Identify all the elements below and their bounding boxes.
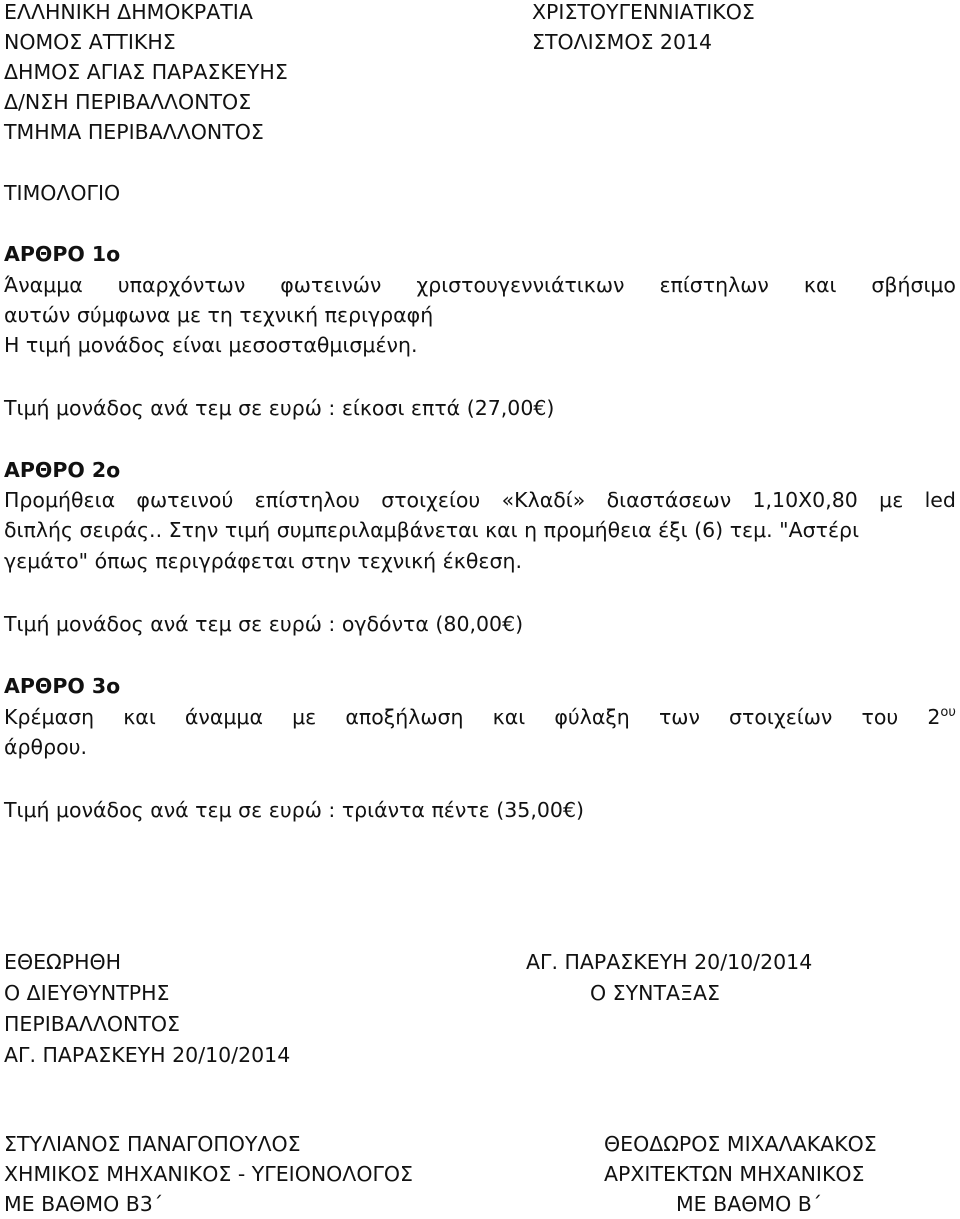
article-2-line-1	[4, 485, 956, 515]
header-right-line-2: ΣΤΟΛΙΣΜΟΣ 2014	[532, 30, 713, 54]
article-3-price: Τιμή μονάδος ανά τεμ σε ευρώ : τριάντα πέντε (35,00€)	[4, 798, 584, 822]
word: Προμήθεια	[4, 488, 116, 512]
word: υπαρχόντων	[117, 273, 246, 297]
word: φωτεινού	[136, 488, 234, 512]
header-line-2: ΝΟΜΟΣ ΑΤΤΙΚΗΣ	[4, 30, 176, 54]
ordinal-suffix: ου	[940, 705, 956, 721]
footer-right-line-1: ΑΓ. ΠΑΡΑΣΚΕΥΗ 20/10/2014	[526, 950, 813, 974]
article-1-line-1	[4, 270, 956, 300]
article-3-line-1	[4, 702, 956, 732]
word: led	[924, 488, 956, 512]
header-line-3: ΔΗΜΟΣ ΑΓΙΑΣ ΠΑΡΑΣΚΕΥΗΣ	[4, 60, 288, 84]
word: 1,10Χ0,80	[752, 488, 858, 512]
ordinal	[927, 702, 956, 732]
word: Άναμμα	[4, 273, 83, 297]
word: φύλαξη	[554, 705, 630, 729]
word: άναμμα	[184, 705, 263, 729]
word: διαστάσεων	[606, 488, 732, 512]
footer-right-line-2: Ο ΣΥΝΤΑΞΑΣ	[590, 981, 720, 1005]
article-2-heading: ΑΡΘΡΟ 2ο	[4, 458, 121, 482]
signature-left-grade: ΜΕ ΒΑΘΜΟ Β3΄	[4, 1192, 164, 1216]
signature-right-name: ΘΕΟΔΩΡΟΣ ΜΙΧΑΛΑΚΑΚΟΣ	[604, 1132, 877, 1156]
word: με	[292, 705, 317, 729]
ordinal-number: 2	[927, 705, 941, 729]
article-2-price: Τιμή μονάδος ανά τεμ σε ευρώ : ογδόντα (80,00€)	[4, 612, 524, 636]
article-1-heading: ΑΡΘΡΟ 1ο	[4, 242, 121, 266]
footer-left-line-3: ΠΕΡΙΒΑΛΛΟΝΤΟΣ	[4, 1012, 180, 1036]
word: χριστουγεννιάτικων	[416, 273, 625, 297]
word: σβήσιμο	[871, 273, 956, 297]
article-1-price: Τιμή μονάδος ανά τεμ σε ευρώ : είκοσι επτά (27,00€)	[4, 396, 555, 420]
word: Κρέμαση	[4, 705, 95, 729]
signature-right-title: ΑΡΧΙΤΕΚΤΩΝ ΜΗΧΑΝΙΚΟΣ	[604, 1162, 865, 1186]
footer-left-line-1: ΕΘΕΩΡΗΘΗ	[4, 950, 122, 974]
signature-left-title: ΧΗΜΙΚΟΣ ΜΗΧΑΝΙΚΟΣ - ΥΓΕΙΟΝΟΛΟΓΟΣ	[4, 1162, 413, 1186]
article-1-line-3: Η τιμή μονάδος είναι μεσοσταθμισμένη.	[4, 333, 418, 357]
word: με	[879, 488, 904, 512]
header-right-line-1: ΧΡΙΣΤΟΥΓΕΝΝΙΑΤΙΚΟΣ	[532, 0, 755, 24]
header-line-1: ΕΛΛΗΝΙΚΗ ΔΗΜΟΚΡΑΤΙΑ	[4, 0, 253, 24]
document-title: ΤΙΜΟΛΟΓΙΟ	[4, 181, 121, 205]
word: αποξήλωση	[345, 705, 464, 729]
word: επίστηλων	[659, 273, 769, 297]
word: στοιχείων	[729, 705, 833, 729]
header-line-5: ΤΜΗΜΑ ΠΕΡΙΒΑΛΛΟΝΤΟΣ	[4, 120, 264, 144]
word: των	[658, 705, 700, 729]
word: στοιχείου	[381, 488, 481, 512]
word: του	[861, 705, 899, 729]
footer-left-line-4: ΑΓ. ΠΑΡΑΣΚΕΥΗ 20/10/2014	[4, 1043, 291, 1067]
word: και	[803, 273, 837, 297]
article-2-line-3: γεμάτο" όπως περιγράφεται στην τεχνική έκθεση.	[4, 549, 522, 573]
header-line-4: Δ/ΝΣΗ ΠΕΡΙΒΑΛΛΟΝΤΟΣ	[4, 90, 252, 114]
article-3-line-2: άρθρου.	[4, 735, 88, 759]
signature-left-name: ΣΤΥΛΙΑΝΟΣ ΠΑΝΑΓΟΠΟΥΛΟΣ	[4, 1132, 301, 1156]
signature-right-grade: ΜΕ ΒΑΘΜΟ Β΄	[676, 1192, 823, 1216]
word: φωτεινών	[280, 273, 382, 297]
word: «Κλαδί»	[501, 488, 586, 512]
article-2-line-2: διπλής σειράς.. Στην τιμή συμπεριλαμβάνεται και η προμήθεια έξι (6) τεμ. "Αστέρι	[4, 518, 860, 542]
article-3-heading: ΑΡΘΡΟ 3ο	[4, 674, 121, 698]
article-1-line-2: αυτών σύμφωνα με τη τεχνική περιγραφή	[4, 303, 434, 327]
word: επίστηλου	[254, 488, 360, 512]
footer-left-line-2: Ο ΔΙΕΥΘΥΝΤΡΗΣ	[4, 981, 170, 1005]
word: και	[123, 705, 156, 729]
word: και	[492, 705, 526, 729]
